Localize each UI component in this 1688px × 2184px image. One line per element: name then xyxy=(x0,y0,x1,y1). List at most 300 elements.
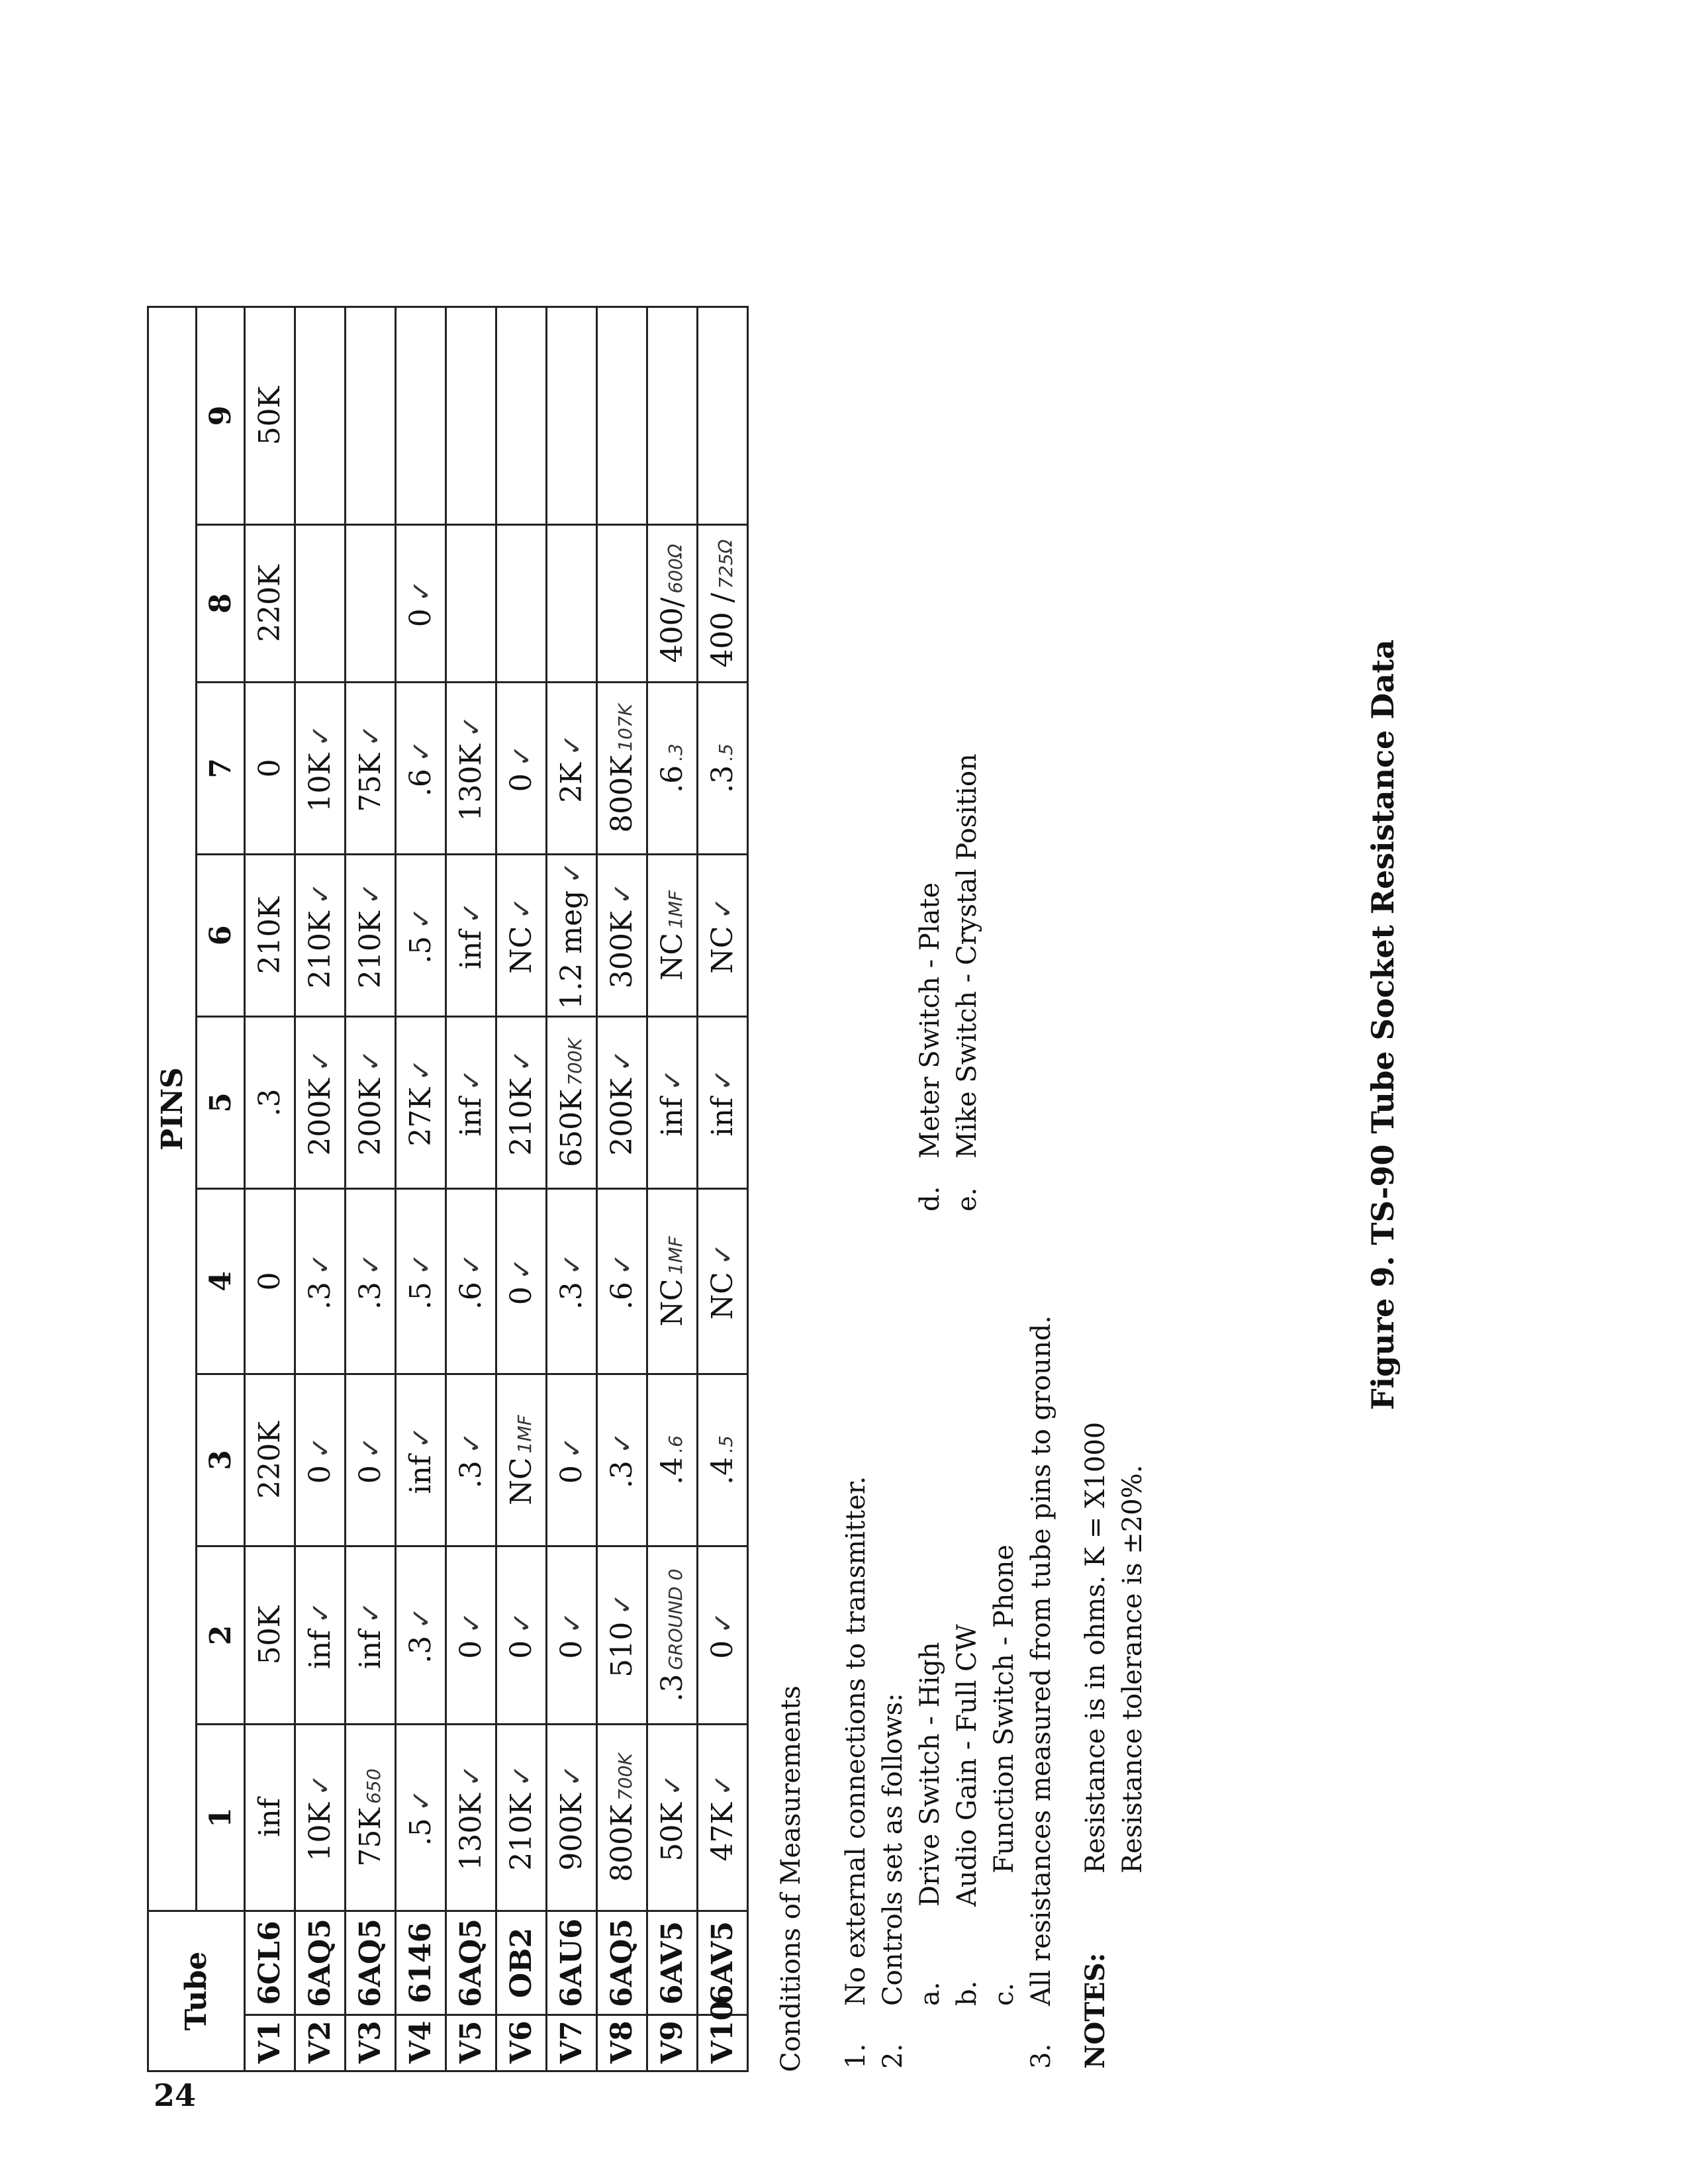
resistance-cell xyxy=(245,1374,295,1546)
resistance-value: 650K xyxy=(555,1089,588,1167)
tube-type: 6146 xyxy=(396,1911,446,2015)
checkmark-icon: ✓ xyxy=(356,1253,387,1276)
resistance-value: .3 xyxy=(454,1460,488,1489)
resistance-value: 0 xyxy=(353,1465,387,1484)
checkmark-icon: ✓ xyxy=(608,1431,638,1454)
checkmark-icon: ✓ xyxy=(557,1436,588,1459)
resistance-cell xyxy=(647,1188,698,1374)
resistance-value: 200K xyxy=(605,1078,639,1156)
checkmark-icon: ✓ xyxy=(457,715,487,737)
resistance-cell xyxy=(597,682,647,854)
resistance-cell xyxy=(396,307,446,524)
resistance-cell xyxy=(698,524,748,682)
condition-text: All resistances measured from tube pins to ground. xyxy=(1026,1315,1056,2006)
resistance-cell xyxy=(698,1374,748,1546)
resistance-cell xyxy=(245,1546,295,1724)
resistance-value: 0 xyxy=(303,1465,337,1484)
conditions-section xyxy=(773,616,1060,2072)
condition-text: No external connections to transmitter. xyxy=(841,1476,871,2006)
resistance-cell xyxy=(496,854,547,1016)
resistance-value: .3 xyxy=(253,1088,287,1117)
checkmark-icon: ✓ xyxy=(306,1774,336,1796)
checkmark-icon: ✓ xyxy=(356,1436,387,1459)
resistance-value: .3 xyxy=(404,1635,438,1664)
resistance-value: 0 xyxy=(404,608,438,628)
page-number: 24 xyxy=(154,2077,197,2113)
resistance-value: inf xyxy=(454,1097,488,1137)
resistance-value: .5 xyxy=(404,1818,438,1846)
resistance-value: 0 xyxy=(253,1272,287,1291)
resistance-cell xyxy=(698,1188,748,1374)
handwritten-note: 600Ω xyxy=(665,544,686,594)
resistance-cell xyxy=(245,682,295,854)
resistance-value: 210K xyxy=(253,896,287,974)
checkmark-icon: ✓ xyxy=(507,1257,538,1280)
pin-header: 6 xyxy=(197,854,245,1016)
resistance-cell xyxy=(446,1016,496,1188)
resistance-cell xyxy=(597,1374,647,1546)
table-row xyxy=(496,307,547,2071)
resistance-table xyxy=(147,306,749,2072)
tube-id: V2 xyxy=(295,2015,346,2071)
pin-header: 3 xyxy=(197,1374,245,1546)
resistance-cell xyxy=(346,1546,396,1724)
table-row xyxy=(346,307,396,2071)
resistance-cell xyxy=(496,1546,547,1724)
resistance-cell xyxy=(446,682,496,854)
pin-header: 5 xyxy=(197,1016,245,1188)
resistance-value: 1.2 meg xyxy=(555,890,588,1010)
pin-header: 7 xyxy=(197,682,245,854)
resistance-value: 200K xyxy=(303,1078,337,1156)
resistance-value: .4 xyxy=(655,1456,689,1485)
resistance-cell xyxy=(346,854,396,1016)
resistance-cell xyxy=(346,1374,396,1546)
subitem-letter: c. xyxy=(989,1982,1019,2006)
checkmark-icon: ✓ xyxy=(457,1611,487,1634)
resistance-cell xyxy=(295,1724,346,1911)
subitem-text: Function Switch - Phone xyxy=(989,1544,1019,1874)
checkmark-icon: ✓ xyxy=(406,1253,437,1276)
checkmark-icon: ✓ xyxy=(507,744,538,767)
checkmark-icon: ✓ xyxy=(608,1049,638,1072)
checkmark-icon: ✓ xyxy=(708,1243,739,1266)
handwritten-note: .6 xyxy=(665,1435,686,1453)
checkmark-icon: ✓ xyxy=(306,724,336,747)
resistance-cell xyxy=(496,682,547,854)
condition-subitem-b xyxy=(949,616,986,2072)
notes-text: Resistance is in ohms. K = X1000 xyxy=(1080,1421,1111,1874)
resistance-cell xyxy=(496,524,547,682)
pin-header: 9 xyxy=(197,307,245,524)
resistance-cell xyxy=(547,1016,597,1188)
resistance-cell xyxy=(547,1546,597,1724)
checkmark-icon: ✓ xyxy=(708,1068,739,1091)
condition-subitem-a xyxy=(912,616,949,2072)
resistance-value: 10K xyxy=(303,1802,337,1862)
table-row xyxy=(698,307,748,2071)
resistance-value: NC xyxy=(655,1278,689,1327)
checkmark-icon: ✓ xyxy=(708,1611,739,1634)
resistance-cell xyxy=(245,1188,295,1374)
handwritten-note: 700K xyxy=(564,1038,586,1086)
resistance-cell xyxy=(698,307,748,524)
resistance-value: 50K xyxy=(655,1802,689,1862)
table-row xyxy=(547,307,597,2071)
checkmark-icon: ✓ xyxy=(406,1426,437,1448)
resistance-cell xyxy=(446,524,496,682)
checkmark-icon: ✓ xyxy=(306,1253,336,1276)
tube-type: 6AV5 xyxy=(647,1911,698,2015)
checkmark-icon: ✓ xyxy=(406,1607,437,1629)
resistance-cell xyxy=(295,524,346,682)
subitem-letter: a. xyxy=(915,1981,945,2006)
checkmark-icon: ✓ xyxy=(608,1593,638,1615)
condition-item-1 xyxy=(837,616,874,2072)
resistance-cell xyxy=(597,1016,647,1188)
resistance-value: .4 xyxy=(706,1456,739,1485)
resistance-cell xyxy=(597,307,647,524)
resistance-cell xyxy=(295,682,346,854)
subitem-text: Drive Switch - High xyxy=(915,1642,945,1907)
resistance-value: NC xyxy=(504,1457,538,1505)
resistance-cell xyxy=(647,1724,698,1911)
table-row xyxy=(396,307,446,2071)
checkmark-icon: ✓ xyxy=(356,724,387,747)
tube-header: Tube xyxy=(148,1911,245,2071)
resistance-cell xyxy=(245,1016,295,1188)
resistance-cell xyxy=(346,682,396,854)
resistance-cell xyxy=(396,1188,446,1374)
tube-id: V6 xyxy=(496,2015,547,2071)
tube-type: 6AU6 xyxy=(547,1911,597,2015)
checkmark-icon: ✓ xyxy=(658,1068,688,1091)
tube-id: V9 xyxy=(647,2015,698,2071)
notes-line-1 xyxy=(1077,1079,1114,2072)
resistance-cell xyxy=(597,524,647,682)
resistance-value: 50K xyxy=(253,386,287,446)
resistance-value: .5 xyxy=(404,935,438,964)
table-row xyxy=(446,307,496,2071)
subitem-text: Meter Switch - Plate xyxy=(915,882,945,1159)
checkmark-icon: ✓ xyxy=(658,1774,688,1796)
condition-number: 1. xyxy=(841,2043,871,2069)
resistance-cell xyxy=(346,307,396,524)
resistance-cell xyxy=(597,1724,647,1911)
checkmark-icon: ✓ xyxy=(457,1431,487,1454)
resistance-value: 47K xyxy=(706,1802,739,1862)
resistance-value: 210K xyxy=(504,1078,538,1156)
checkmark-icon: ✓ xyxy=(306,1601,336,1624)
resistance-value: .6 xyxy=(404,769,438,797)
resistance-cell xyxy=(698,1546,748,1724)
resistance-value: inf xyxy=(404,1454,438,1494)
resistance-value: 800K xyxy=(605,1804,639,1882)
resistance-cell xyxy=(698,1016,748,1188)
handwritten-note: GROUND 0 xyxy=(665,1568,686,1670)
resistance-cell xyxy=(245,524,295,682)
checkmark-icon: ✓ xyxy=(306,1436,336,1459)
rotated-content xyxy=(147,60,1550,2072)
resistance-value: 130K xyxy=(454,743,488,822)
resistance-cell xyxy=(396,1724,446,1911)
tube-id: V8 xyxy=(597,2015,647,2071)
resistance-value: .6 xyxy=(454,1282,488,1310)
resistance-cell xyxy=(547,1188,597,1374)
resistance-value: 200K xyxy=(353,1078,387,1156)
resistance-cell xyxy=(547,854,597,1016)
condition-item-2 xyxy=(874,616,912,2072)
resistance-value: 800K xyxy=(605,755,639,833)
resistance-value: 2K xyxy=(555,762,588,803)
resistance-value: inf xyxy=(303,1630,337,1670)
resistance-value: .3 xyxy=(353,1282,387,1310)
handwritten-note: .3 xyxy=(665,743,686,761)
resistance-cell xyxy=(396,682,446,854)
resistance-cell xyxy=(496,307,547,524)
handwritten-note: 107K xyxy=(614,704,636,751)
resistance-cell xyxy=(446,1546,496,1724)
resistance-cell xyxy=(295,854,346,1016)
resistance-cell xyxy=(647,524,698,682)
tube-id: V4 xyxy=(396,2015,446,2071)
resistance-cell xyxy=(547,524,597,682)
resistance-cell xyxy=(346,1188,396,1374)
handwritten-note: 1MF xyxy=(514,1415,536,1454)
resistance-value: 27K xyxy=(404,1087,438,1147)
resistance-cell xyxy=(647,682,698,854)
resistance-cell xyxy=(446,307,496,524)
checkmark-icon: ✓ xyxy=(406,1789,437,1812)
resistance-cell xyxy=(245,1724,295,1911)
resistance-value: 75K xyxy=(353,753,387,812)
resistance-cell xyxy=(446,1188,496,1374)
resistance-value: 130K xyxy=(454,1793,488,1871)
resistance-value: 510 xyxy=(605,1621,639,1678)
tube-id: V5 xyxy=(446,2015,496,2071)
notes-text: Resistance tolerance is ±20%. xyxy=(1117,1464,1148,1874)
checkmark-icon: ✓ xyxy=(356,1601,387,1624)
resistance-value: .3 xyxy=(655,1674,689,1702)
tube-id: V1 xyxy=(245,2015,295,2071)
resistance-value: .3 xyxy=(303,1282,337,1310)
tube-type: 6AQ5 xyxy=(597,1911,647,2015)
tube-id: V3 xyxy=(346,2015,396,2071)
pin-number-row xyxy=(197,307,245,2071)
pin-header: 8 xyxy=(197,524,245,682)
table-row xyxy=(295,307,346,2071)
resistance-cell xyxy=(446,854,496,1016)
checkmark-icon: ✓ xyxy=(557,1764,588,1787)
checkmark-icon: ✓ xyxy=(406,739,437,763)
tube-type: 6AV5 xyxy=(698,1911,748,2015)
handwritten-note: 1MF xyxy=(665,1236,686,1275)
handwritten-note: .5 xyxy=(715,1435,737,1453)
checkmark-icon: ✓ xyxy=(406,1059,437,1081)
subitem-text: Audio Gain - Full CW xyxy=(952,1624,982,1907)
tube-id: V10 xyxy=(698,2015,748,2071)
resistance-value: 0 xyxy=(504,1286,538,1306)
resistance-value: 210K xyxy=(353,911,387,989)
resistance-value: 0 xyxy=(253,759,287,778)
condition-item-3 xyxy=(1023,616,1060,2072)
resistance-cell xyxy=(346,1016,396,1188)
resistance-value: .5 xyxy=(404,1282,438,1310)
handwritten-note: 650 xyxy=(363,1768,385,1804)
resistance-cell xyxy=(295,1016,346,1188)
checkmark-icon: ✓ xyxy=(608,1253,638,1276)
resistance-value: 220K xyxy=(253,565,287,642)
tube-type: 6AQ5 xyxy=(446,1911,496,2015)
resistance-cell xyxy=(245,854,295,1016)
checkmark-icon: ✓ xyxy=(507,897,538,920)
checkmark-icon: ✓ xyxy=(406,579,437,602)
resistance-value: 0 xyxy=(504,1640,538,1659)
resistance-cell xyxy=(647,1016,698,1188)
resistance-cell xyxy=(346,524,396,682)
resistance-cell xyxy=(547,1724,597,1911)
table-row xyxy=(597,307,647,2071)
resistance-cell xyxy=(446,1724,496,1911)
condition-text: Controls set as follows: xyxy=(878,1693,908,2006)
tube-type: OB2 xyxy=(496,1911,547,2015)
table-body xyxy=(245,307,748,2071)
subitem-letter: d. xyxy=(915,1186,945,1211)
resistance-value: 400 / xyxy=(706,593,739,668)
figure-caption: Figure 9. TS-90 Tube Socket Resistance Data xyxy=(1365,639,1401,1410)
resistance-cell xyxy=(597,854,647,1016)
resistance-value: 300K xyxy=(605,911,639,989)
resistance-value: 0 xyxy=(706,1640,739,1659)
condition-number: 3. xyxy=(1026,2043,1056,2069)
checkmark-icon: ✓ xyxy=(406,907,437,929)
checkmark-icon: ✓ xyxy=(306,1049,336,1072)
resistance-value: 0 xyxy=(555,1640,588,1659)
handwritten-note: 1MF xyxy=(665,890,686,929)
resistance-cell xyxy=(295,1374,346,1546)
resistance-cell xyxy=(396,524,446,682)
resistance-value: 50K xyxy=(253,1605,287,1665)
resistance-cell xyxy=(295,1546,346,1724)
resistance-cell xyxy=(647,307,698,524)
resistance-cell xyxy=(496,1374,547,1546)
tube-type: 6AQ5 xyxy=(295,1911,346,2015)
resistance-cell xyxy=(597,1188,647,1374)
resistance-cell xyxy=(698,682,748,854)
resistance-value: .3 xyxy=(605,1460,639,1489)
resistance-value: 0 xyxy=(555,1465,588,1484)
checkmark-icon: ✓ xyxy=(708,897,739,920)
resistance-value: .6 xyxy=(655,765,689,793)
resistance-cell xyxy=(547,1374,597,1546)
handwritten-note: 725Ω xyxy=(715,539,737,589)
resistance-value: inf xyxy=(454,930,488,970)
handwritten-note: 700K xyxy=(614,1753,636,1801)
checkmark-icon: ✓ xyxy=(557,861,588,884)
notes-section xyxy=(1077,1079,1151,2072)
resistance-value: .6 xyxy=(605,1282,639,1310)
resistance-value: inf xyxy=(353,1630,387,1670)
checkmark-icon: ✓ xyxy=(507,1611,538,1634)
resistance-cell xyxy=(698,1724,748,1911)
resistance-cell xyxy=(647,854,698,1016)
checkmark-icon: ✓ xyxy=(457,1068,487,1091)
handwritten-note: .5 xyxy=(715,743,737,761)
resistance-value: 0 xyxy=(504,773,538,792)
checkmark-icon: ✓ xyxy=(507,1764,538,1787)
checkmark-icon: ✓ xyxy=(608,882,638,905)
pin-header: 1 xyxy=(197,1724,245,1911)
notes-line-2 xyxy=(1114,1079,1151,2072)
checkmark-icon: ✓ xyxy=(306,882,336,905)
resistance-cell xyxy=(396,1546,446,1724)
resistance-value: 75K xyxy=(353,1807,387,1867)
table-row xyxy=(245,307,295,2071)
tube-id: V7 xyxy=(547,2015,597,2071)
resistance-cell xyxy=(496,1016,547,1188)
checkmark-icon: ✓ xyxy=(708,1774,739,1796)
pin-header: 2 xyxy=(197,1546,245,1724)
resistance-value: inf xyxy=(706,1097,739,1137)
resistance-cell xyxy=(346,1724,396,1911)
subitem-letter: e. xyxy=(952,1187,982,1211)
tube-type: 6AQ5 xyxy=(346,1911,396,2015)
resistance-cell xyxy=(496,1724,547,1911)
resistance-cell xyxy=(647,1546,698,1724)
resistance-cell xyxy=(295,307,346,524)
condition-number: 2. xyxy=(878,2043,908,2069)
resistance-cell xyxy=(396,854,446,1016)
pin-header: 4 xyxy=(197,1188,245,1374)
resistance-value: .3 xyxy=(555,1282,588,1310)
resistance-value: 10K xyxy=(303,753,337,812)
pins-header: PINS xyxy=(148,307,197,1911)
subitem-text: Mike Switch - Crystal Position xyxy=(952,753,982,1159)
resistance-value: 210K xyxy=(504,1793,538,1871)
checkmark-icon: ✓ xyxy=(457,1253,487,1276)
checkmark-icon: ✓ xyxy=(557,1611,588,1634)
resistance-value: NC xyxy=(706,1272,739,1320)
table-row xyxy=(647,307,698,2071)
checkmark-icon: ✓ xyxy=(356,882,387,905)
notes-label: NOTES: xyxy=(1080,1952,1111,2069)
resistance-value: 220K xyxy=(253,1421,287,1499)
resistance-cell xyxy=(547,307,597,524)
resistance-value: inf xyxy=(253,1798,287,1837)
resistance-value: NC xyxy=(706,926,739,974)
resistance-value: inf xyxy=(655,1097,689,1137)
conditions-title: Conditions of Measurements xyxy=(776,1685,806,2072)
resistance-cell xyxy=(245,307,295,524)
resistance-cell xyxy=(446,1374,496,1546)
resistance-cell xyxy=(396,1374,446,1546)
resistance-value: .3 xyxy=(706,765,739,793)
resistance-cell xyxy=(295,1188,346,1374)
resistance-value: 400/ xyxy=(655,597,689,663)
resistance-value: 210K xyxy=(303,911,337,989)
subitem-letter: b. xyxy=(952,1980,982,2006)
checkmark-icon: ✓ xyxy=(557,1253,588,1276)
checkmark-icon: ✓ xyxy=(507,1049,538,1072)
checkmark-icon: ✓ xyxy=(457,901,487,924)
resistance-value: NC xyxy=(504,926,538,974)
resistance-cell xyxy=(647,1374,698,1546)
checkmark-icon: ✓ xyxy=(356,1049,387,1072)
resistance-cell xyxy=(698,854,748,1016)
resistance-value: 0 xyxy=(454,1640,488,1659)
resistance-cell xyxy=(597,1546,647,1724)
checkmark-icon: ✓ xyxy=(457,1764,487,1787)
